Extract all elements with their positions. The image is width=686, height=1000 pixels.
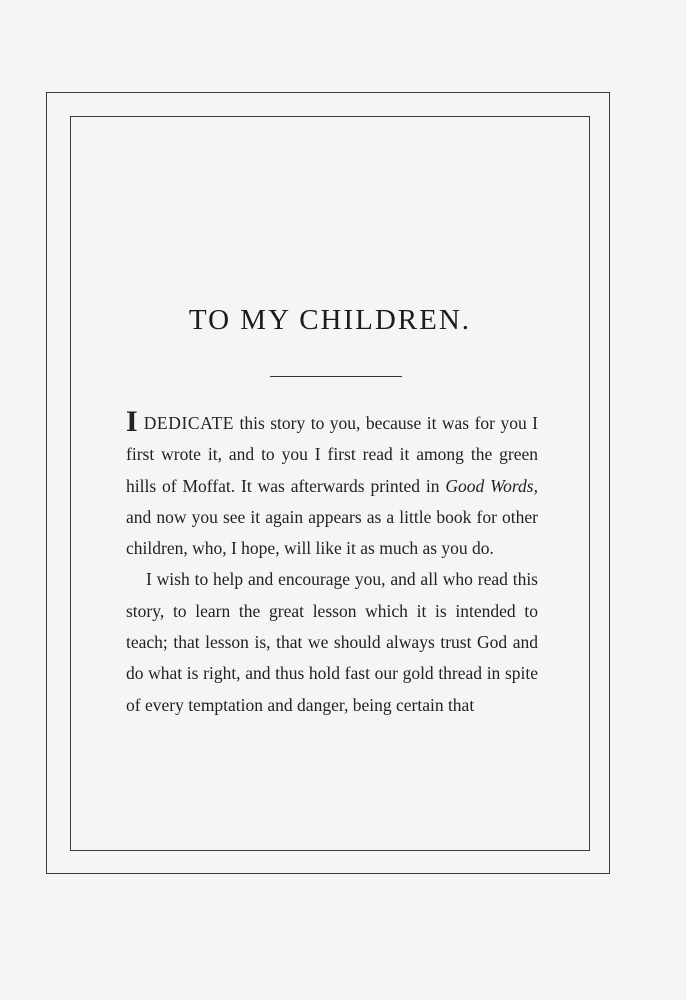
paragraph-1-text-b: and now you see it again appears as a little book for other children, who, I hope, will like it as much as you do. (126, 506, 538, 559)
dedication-paragraph-1 (126, 405, 538, 564)
dedication-text (126, 405, 538, 721)
dedication-paragraph-2: I wish to help and encourage you, and all who read this story, to learn the great lesson which it is intended to teach; that lesson is, that we should always trust God and do what is right, and thus hold fast our gold thread in spite of every temptation and danger, being certain that (126, 569, 538, 715)
paragraph-1-text-a: this story to you, because it was for you I first wrote it, and to you I first read it among the green hills of Moffat. It was afterwards printed in (126, 413, 538, 496)
lead-word: DEDICATE (143, 413, 235, 433)
title-divider-rule (270, 376, 402, 377)
page-title: TO MY CHILDREN. (188, 304, 472, 336)
italic-title-good-words: Good Words, (445, 475, 538, 496)
drop-cap-initial: I (126, 405, 138, 438)
